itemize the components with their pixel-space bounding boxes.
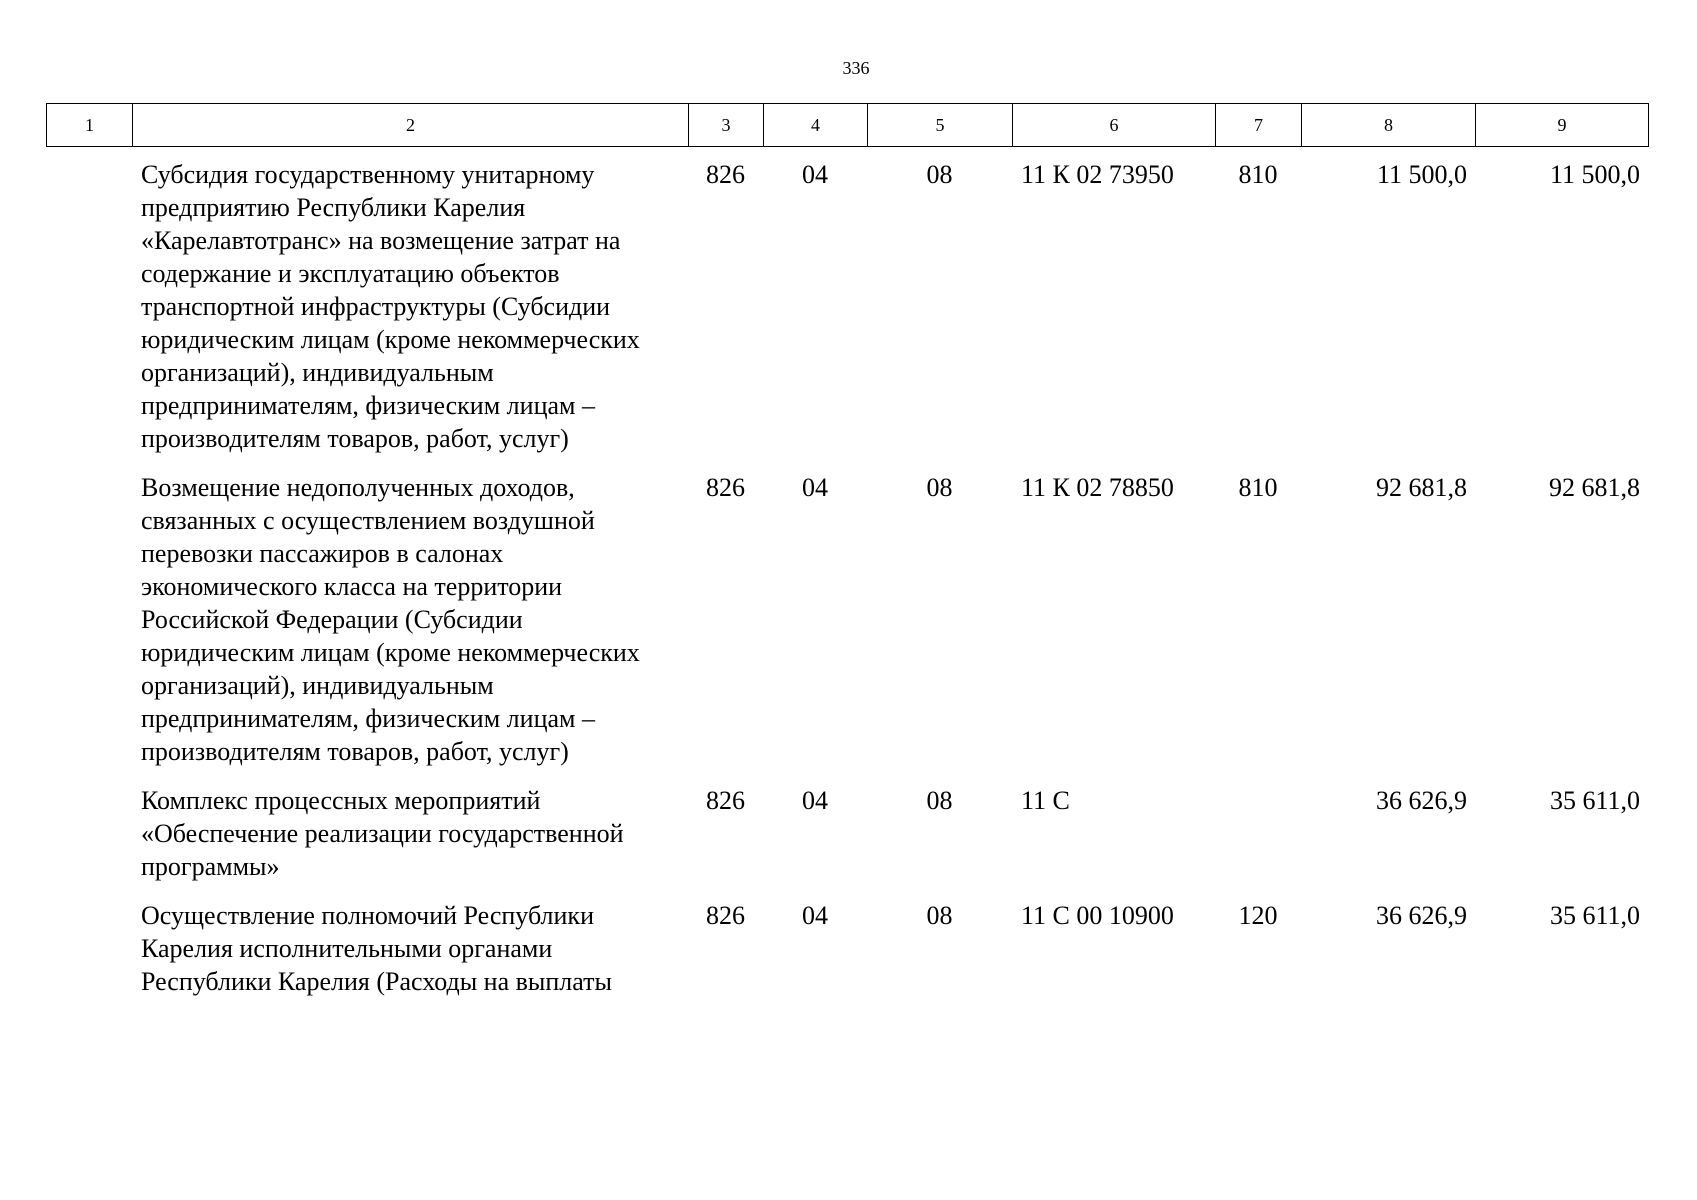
amount-cell-8: 11 500,0 [1376,160,1467,189]
target-article-cell: 11 С [1021,786,1070,815]
table-row [46,784,1648,899]
page-number: 336 [842,58,870,78]
header-col-3: 3 [689,104,764,147]
target-article-cell: 11 С 00 10900 [1021,901,1174,930]
table-row [46,471,1648,784]
amount-cell-9: 11 500,0 [1549,160,1640,189]
header-col-5: 5 [868,104,1013,147]
header-col-1: 1 [47,104,133,147]
amount-cell-8: 92 681,8 [1376,473,1467,502]
table-row [46,158,1648,471]
column-number-header [46,103,1649,147]
row-number-cell [46,899,132,1014]
code-cell: 826 [706,786,745,815]
amount-cell-9: 35 611,0 [1549,786,1640,815]
header-col-8: 8 [1302,104,1476,147]
code-cell: 826 [706,473,745,502]
code-cell: 826 [706,901,745,930]
table-row [46,899,1648,1014]
amount-cell-9: 92 681,8 [1549,473,1640,502]
subsection-cell: 08 [926,786,953,815]
description-cell: Осуществление полномочий Республики Карелия исполнительными органами Республики Карелия (Расходы на выплаты [141,901,612,996]
header-col-4: 4 [764,104,868,147]
section-cell: 04 [802,160,828,189]
amount-cell-8: 36 626,9 [1376,786,1467,815]
header-col-6: 6 [1013,104,1216,147]
expense-type-cell [1215,784,1301,899]
budget-table [46,158,1648,1014]
expense-type-cell: 810 [1238,473,1278,502]
header-col-9: 9 [1476,104,1649,147]
description-cell: Комплекс процессных мероприятий «Обеспечение реализации государственной программы» [141,786,624,881]
section-cell: 04 [802,901,828,930]
description-cell: Субсидия государственному унитарному предприятию Республики Карелия «Карелавтотранс» на возмещение затрат на содержание и эксплуатацию объектов транспортной инфраструктуры (Субсидии юридическим лицам (кроме некоммерческих организаций), индивидуальным предпринимателям, физическим лицам – производителям товаров, работ, услуг) [141,160,640,453]
amount-cell-8: 36 626,9 [1376,901,1467,930]
subsection-cell: 08 [926,160,953,189]
header-col-2: 2 [133,104,689,147]
code-cell: 826 [706,160,745,189]
target-article-cell: 11 К 02 73950 [1021,160,1174,189]
amount-cell-9: 35 611,0 [1549,901,1640,930]
header-col-7: 7 [1216,104,1302,147]
header-row [47,104,1649,147]
expense-type-cell: 810 [1238,160,1278,189]
row-number-cell [46,471,132,784]
description-cell: Возмещение недополученных доходов, связанных с осуществлением воздушной перевозки пассажиров в салонах экономического класса на территории Российской Федерации (Субсидии юридическим лицам (кроме некоммерческих организаций), индивидуальным предпринимателям, физическим лицам – производителям товаров, работ, услуг) [141,473,640,766]
expense-type-cell: 120 [1238,901,1278,930]
subsection-cell: 08 [926,473,953,502]
row-number-cell [46,158,132,471]
target-article-cell: 11 К 02 78850 [1021,473,1174,502]
subsection-cell: 08 [926,901,953,930]
row-number-cell [46,784,132,899]
section-cell: 04 [802,473,828,502]
section-cell: 04 [802,786,828,815]
